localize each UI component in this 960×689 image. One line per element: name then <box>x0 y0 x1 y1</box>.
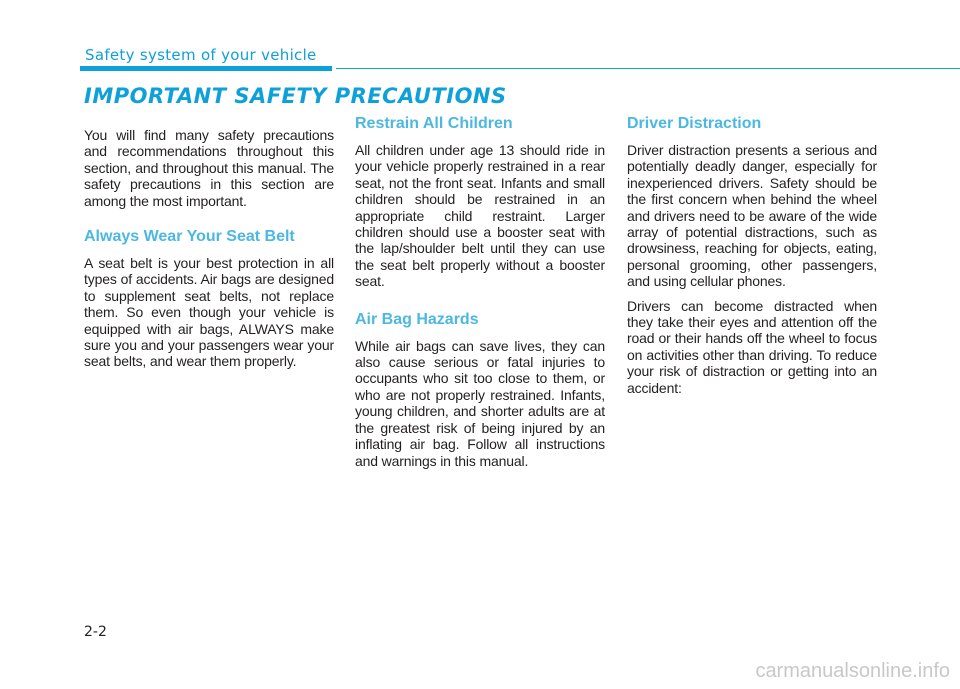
section-title: IMPORTANT SAFETY PRECAUTIONS <box>84 84 507 108</box>
driver-distraction-paragraph-1: Driver distraction presents a serious and potentially deadly danger, especially for inexperienced drivers. Safety should be the first concern when behind the wheel and drivers need to be aware of the wide array of potential distractions, such as drowsiness, reaching for objects, eating, personal grooming, other passengers, and using cellular phones. <box>627 142 877 290</box>
page-number: 2-2 <box>84 624 107 640</box>
air-bag-hazards-paragraph: While air bags can save lives, they can also cause serious or fatal injuries to occupants who sit too close to them, or who are not properly restrained. Infants, young children, and shorter adults are at the greatest risk of being injured by an inflating air bag. Follow all instructions and warnings in this manual. <box>355 337 605 469</box>
driver-distraction-paragraph-2: Drivers can become distracted when they take their eyes and attention off the road or their hands off the wheel to focus on activities other than driving. To reduce your risk of distraction or getting into an accident: <box>627 297 877 396</box>
column-3 <box>627 114 877 404</box>
column-2 <box>355 114 605 477</box>
column-1 <box>84 127 334 378</box>
seat-belt-paragraph: A seat belt is your best protection in all types of accidents. Air bags are designed to supplement seat belts, not replace them. So even though your vehicle is equipped with air bags, ALWAYS make sure you and your passengers wear your seat belts, and wear them properly. <box>84 255 334 370</box>
watermark: carmanualsonline.info <box>755 660 950 682</box>
subheading-seat-belt: Always Wear Your Seat Belt <box>84 228 295 246</box>
subheading-driver-distraction: Driver Distraction <box>627 115 762 132</box>
header-accent-bar <box>80 66 332 71</box>
restrain-children-paragraph: All children under age 13 should ride in your vehicle properly restrained in a rear seat, not the front seat. Infants and small children should be restrained in an appropriate child restraint. Larger children should use a booster seat with the lap/shoulder belt until they can use the seat belt properly without a booster seat. <box>355 142 605 290</box>
header-title: Safety system of your vehicle <box>85 46 317 64</box>
subheading-restrain-children: Restrain All Children <box>355 115 513 132</box>
header-rule <box>336 68 960 69</box>
intro-paragraph: You will find many safety precautions and recommendations throughout this section, and throughout this manual. The safety precautions in this section are among the most important. <box>84 127 334 209</box>
subheading-air-bag-hazards: Air Bag Hazards <box>355 310 479 328</box>
